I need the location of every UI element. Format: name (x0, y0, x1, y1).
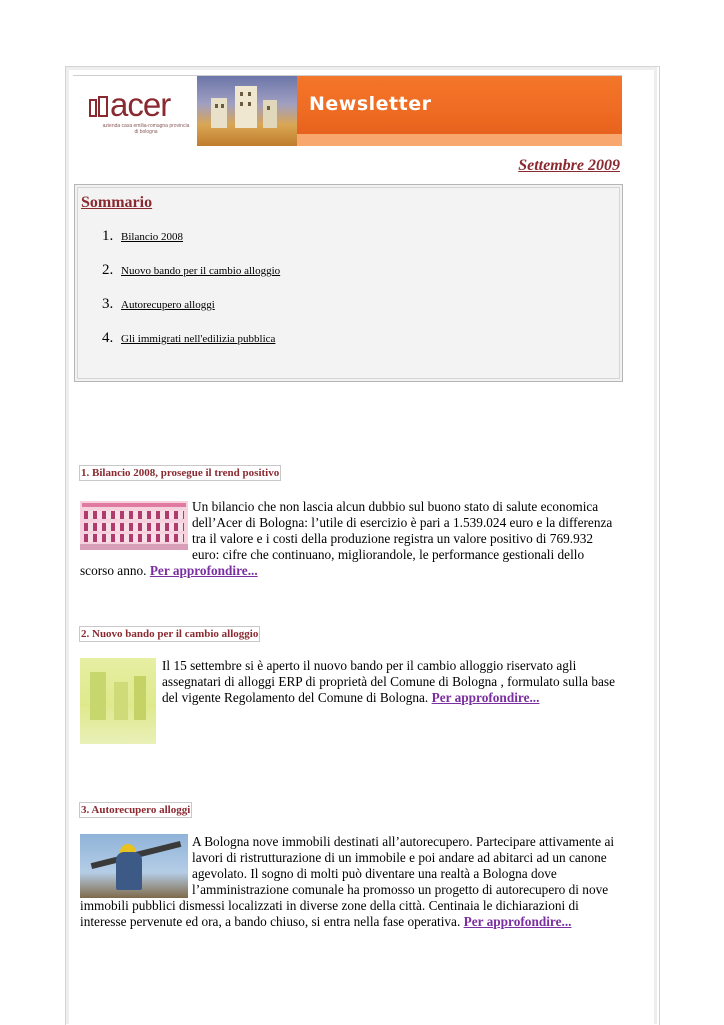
section-body-nuovo-bando (80, 658, 620, 744)
read-more-link-autorecupero[interactable]: Per approfondire... (463, 914, 572, 929)
issue-date: Settembre 2009 (518, 157, 620, 174)
acer-logo-mark-icon (89, 96, 109, 118)
read-more-link-bilancio[interactable]: Per approfondire... (149, 563, 258, 578)
towers-thumbnail-image (80, 658, 156, 744)
section-text: Partecipare attivamente ai lavori di ristrutturazione di un immobile e poi andare ad abitarci ad un canone agevolato. Il sogno di molti può diventare una realtà a Bologna dove l’amministrazione comunale ha promosso un progetto di autorecupero di nove immobili pubblici dismessi localizzati in diverse zone della città. Centinaia le dichiarazioni di interesse pervenute ed ora, a bando chiuso, si entra nella fase operativa. (80, 834, 615, 929)
section-heading-autorecupero: 3. Autorecupero alloggi (81, 804, 191, 816)
section-intro: A Bologna nove immobili destinati all’autorecupero. (192, 834, 473, 849)
summary-link-bilancio[interactable]: Bilancio 2008 (121, 231, 184, 243)
section-text: Un bilancio che non lascia alcun dubbio sul buono stato di salute economica dell’Acer di Bologna: l’utile di esercizio è pari a 1.539.024 euro e la differenza tra il valore e i costi della produzione registra un valore positivo di 769.932 euro: cifre che continuano, migliorandole, le performance gestionali dello scorso anno. (80, 499, 613, 578)
section-body-autorecupero (80, 834, 620, 930)
summary-item-number: 1. (102, 228, 114, 244)
summary-item-number: 3. (102, 296, 114, 312)
section-heading-nuovo-bando: 2. Nuovo bando per il cambio alloggio (81, 628, 259, 640)
worker-thumbnail-image (80, 834, 188, 898)
summary-link-immigrati[interactable]: Gli immigrati nell'edilizia pubblica (121, 333, 276, 345)
section-heading-bilancio: 1. Bilancio 2008, prosegue il trend positivo (81, 467, 280, 479)
section-body-bilancio (80, 499, 620, 579)
acer-logo[interactable] (73, 76, 197, 146)
logo-tagline: azienda casa emilia-romagna provincia di bologna (102, 123, 190, 135)
summary-title: Sommario (81, 194, 153, 211)
city-photo-image (197, 76, 297, 146)
banner-title: Newsletter (309, 93, 432, 115)
summary-item-number: 2. (102, 262, 114, 278)
summary-item-number: 4. (102, 330, 114, 346)
summary-link-nuovo-bando[interactable]: Nuovo bando per il cambio alloggio (121, 265, 281, 277)
newsletter-banner (73, 75, 622, 146)
building-thumbnail-image (80, 501, 188, 550)
banner-title-bar (297, 76, 622, 146)
section-text: Il 15 settembre si è aperto il nuovo bando per il cambio alloggio riservato agli assegnatari di alloggi ERP di proprietà del Comune di Bologna , formulato sulla base del vigente Regolamento del Comune di Bologna. (162, 658, 615, 705)
logo-text: acer (110, 86, 171, 123)
read-more-link-nuovo-bando[interactable]: Per approfondire... (431, 690, 540, 705)
summary-box (74, 184, 623, 382)
summary-link-autorecupero[interactable]: Autorecupero alloggi (121, 299, 215, 311)
